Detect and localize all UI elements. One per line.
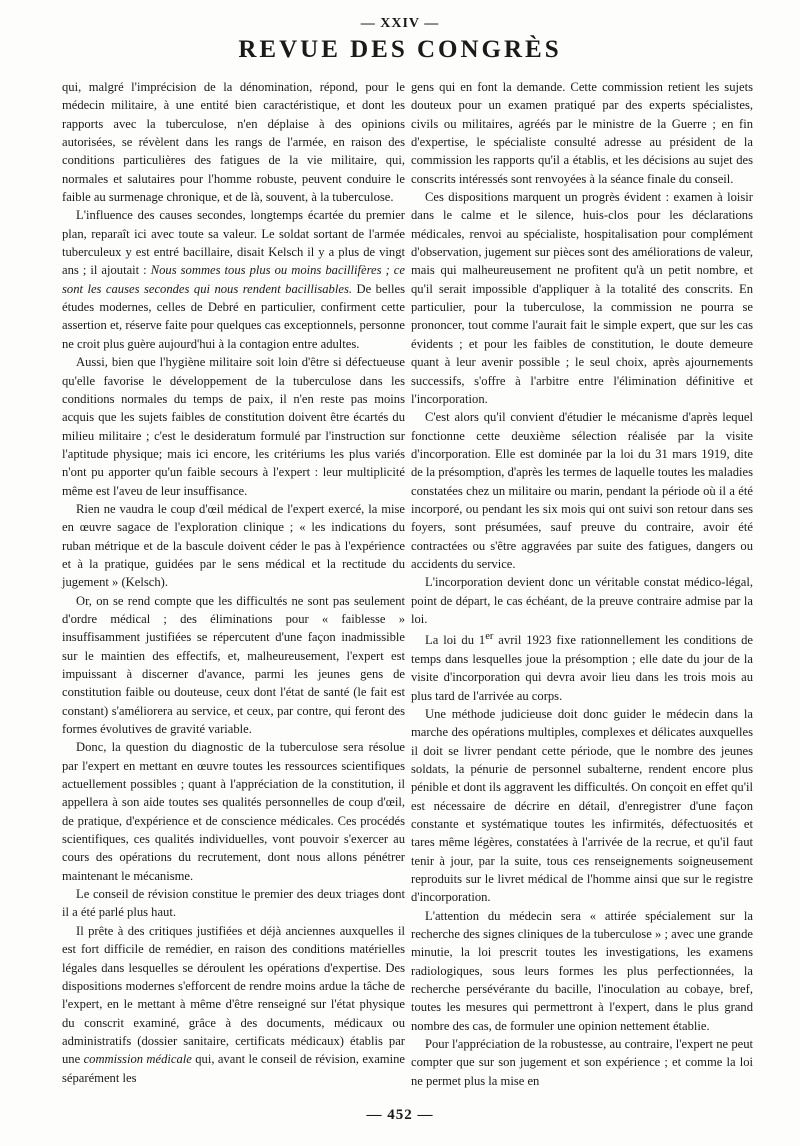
paragraph: Ces dispositions marquent un progrès évident : examen à loisir dans le calme et le silence, huis-clos pour les déclarations médicales, renvoi au spécialiste, hospitalisation pour complément d'observation, jugement sur pièces sont des améliorations de valeur, mais qui malheureusement ne profitent qu'à un petit nombre, et qu'il serait impossible d'appliquer à la totalité des conscrits. En particulier, pour la tuberculose, la commission ne pourra se prononcer, tout comme l'aurait fait le simple expert, que sur les cas évidents ; et pour les faibles de constitution, le doute demeure quant à leur avenir possible ; le seul choix, après ajournements successifs, s'offre à l'arbitre entre l'élimination définitive et l'incorporation. — [411, 190, 753, 406]
paragraph: Or, on se rend compte que les difficultés ne sont pas seulement d'ordre médical ; des éliminations pour « faiblesse » insuffisamment justifiées se répercutent d'une façon inadmissible sur le maintien des effectifs, et, malheureusement, l'expert est impuissant à discerner d'avance, parmi les jeunes gens de constitution faible ou douteuse, ceux dont l'état de santé (le fait est constant) s'améliorera au service, et ceux, par contre, qui feront des formes évolutives de gravité variable. — [62, 593, 405, 737]
paragraph-text: qui, avant le conseil de révision, examine séparément les — [62, 1052, 405, 1085]
paragraph: Donc, la question du diagnostic de la tuberculose sera résolue par l'expert en mettant en œuvre toutes les ressources scientifiques actuellement possibles ; quant à l'appréciation de la constitution, il appellera à son aide toutes ses qualités personnelles de coup d'œil, de pratique, d'expérience et de conscience médicales. Ces procédés scientifiques, ces qualités individuelles, vont pouvoir s'exercer au cours des opérations du recrutement, dont nous allons pénétrer maintenant le mécanisme. — [62, 740, 405, 883]
paragraph: gens qui en font la demande. Cette commission retient les sujets douteux pour un examen pratiqué par des experts spécialistes, civils ou militaires, agréés par le ministre de la Guerre ; en fin d'expertise, le spécialiste consulté adresse au président de la commission les rapports qu'il a établis, et les décisions au sujet des conscrits intéressés sont renvoyées à la séance finale du conseil. — [411, 80, 753, 186]
paragraph: qui, malgré l'imprécision de la dénomination, répond, pour le médecin militaire, à une entité bien caractéristique, et dont les rapports avec la tuberculose, n'en déplaise à des opinions autorisées, se révèlent dans les rangs de l'armée, en raison des conditions particulières des fatigues de la vie militaire, qui, normales et salutaires pour l'homme robuste, peuvent conduire le faible au surmenage chronique, et de là, souvent, à la tuberculose. — [62, 80, 405, 205]
paragraph — [62, 922, 405, 1087]
kelsch-quote: Nous sommes tous plus ou moins bacillifères ; ce sont les causes secondes qui nous rendent bacillisables. — [62, 263, 405, 296]
paragraph: Pour l'appréciation de la robustesse, au contraire, l'expert ne peut compter que sur son jugement et son expérience ; et comme la loi ne permet plus la mise en — [411, 1037, 753, 1088]
paragraph: Aussi, bien que l'hygiène militaire soit loin d'être si défectueuse qu'elle favorise le développement de la tuberculose dans les conditions normales du temps de paix, il n'en reste pas moins acquis que les sujets faibles de constitution doivent être écartés du milieu militaire ; c'est le desideratum formulé par l'instruction sur l'aptitude physique; mais ici encore, les critériums les plus variés n'ont pu apporter qu'un faible secours à l'expert : leur multiplicité même est l'aveu de leur insuffisance. — [62, 355, 405, 498]
paragraph — [62, 206, 405, 353]
paragraph-text: Il prête à des critiques justifiées et déjà anciennes auxquelles il est fort difficile de remédier, en raison des conditions matérielles légales dans lesquelles se déroulent les opérations d'expertise. Des dispositions modernes s'efforcent de rendre moins ardue la tâche de l'expert, en le mettant à même d'être renseigné sur l'état physique du conscrit examiné, grâce à des documents, médicaux ou administratifs (dossier sanitaire, certificats médicaux) établis par une — [62, 923, 405, 1067]
paragraph-text: La loi du 1 — [425, 633, 486, 648]
running-title: REVUE DES CONGRÈS — [238, 36, 562, 63]
paragraph: Une méthode judicieuse doit donc guider le médecin dans la marche des opérations multiples, complexes et délicates auxquelles il doit se livrer pendant cette période, que le nombre des jeunes soldats, la pénurie de personnel subalterne, rendent encore plus pénible et dont ils aggravent les difficultés. On conçoit en effet qu'il est nécessaire de décrire en détail, d'enregistrer d'une façon constante et systématique toutes les infirmités, défectuosités et tares même légères, constatées à l'arrivée de la recrue, et qu'il faut tenir à jour, par la suite, tous ces renseignements soigneusement reproduits sur le livret médical de l'homme ainsi que sur le registre d'incorporation. — [411, 706, 753, 905]
paragraph-text: L'influence des causes secondes, longtemps écartée du premier plan, reparaît ici avec toute sa valeur. Le soldat sortant de l'armée tuberculeux y est entré bacillaire, disait Kelsch il y a plus de vingt ans ; il ajoutait : — [62, 208, 405, 278]
paragraph-text: De belles études modernes, celles de Debré en particulier, confirment cette assertion et, réserve faite pour quelques cas exceptionnels, personne ne croit plus guère aujourd'hui à la contagion entre adultes. — [62, 281, 405, 351]
page-number: — 452 — — [366, 1107, 434, 1123]
paragraph: L'incorporation devient donc un véritable constat médico-légal, point de départ, le cas échéant, de la preuve contraire admise par la loi. — [411, 575, 753, 626]
paragraph: L'attention du médecin sera « attirée spécialement sur la recherche des signes cliniques de la tuberculose » ; avec une grande minutie, la loi prescrit toutes les investigations, les examens radiologiques, sous leurs formes les plus perfectionnées, la recherche persévérante du bacille, l'inoculation au cobaye, bref, toutes les mesures qui permettront à l'expert, dans le plus grand nombre des cas, de formuler une opinion nettement établie. — [411, 908, 753, 1033]
superscript: er — [485, 631, 494, 643]
emphasis: commission médicale — [83, 1052, 192, 1067]
paragraph — [411, 628, 753, 705]
paragraph: C'est alors qu'il convient d'étudier le mécanisme d'après lequel fonctionne cette deuxième sélection réalisée par la visite d'incorporation. Elle est dominée par la loi du 31 mars 1919, dite de la présomption, d'après les termes de laquelle toutes les maladies constatées chez un militaire ou marin, pendant la période où il a été incorporé, ou pendant les six mois qui ont suivi son retour dans ses foyers, sont présumées, sauf preuve du contraire, avoir été contractées ou s'être aggravées par suite des fatigues, dangers ou accidents du service. — [411, 410, 753, 571]
paragraph: Rien ne vaudra le coup d'œil médical de l'expert exercé, la mise en œuvre sagace de l'exploration clinique ; « les indications du ruban métrique et de la bascule doivent céder le pas à l'expérience et à la pratique, guidées par le sens médical et la rectitude du jugement » (Kelsch). — [62, 501, 405, 590]
paragraph-text: avril 1923 fixe rationnellement les conditions de temps dans lesquelles joue la présomption ; elle date du jour de la visite d'incorporation qui devra avoir lieu dans les trois mois au plus tard de l'arrivée au corps. — [411, 633, 754, 703]
paragraph: Le conseil de révision constitue le premier des deux triages dont il a été parlé plus haut. — [62, 887, 405, 920]
roman-page-number: — XXIV — — [360, 16, 440, 31]
left-column — [62, 78, 405, 1087]
right-column — [411, 78, 753, 1090]
